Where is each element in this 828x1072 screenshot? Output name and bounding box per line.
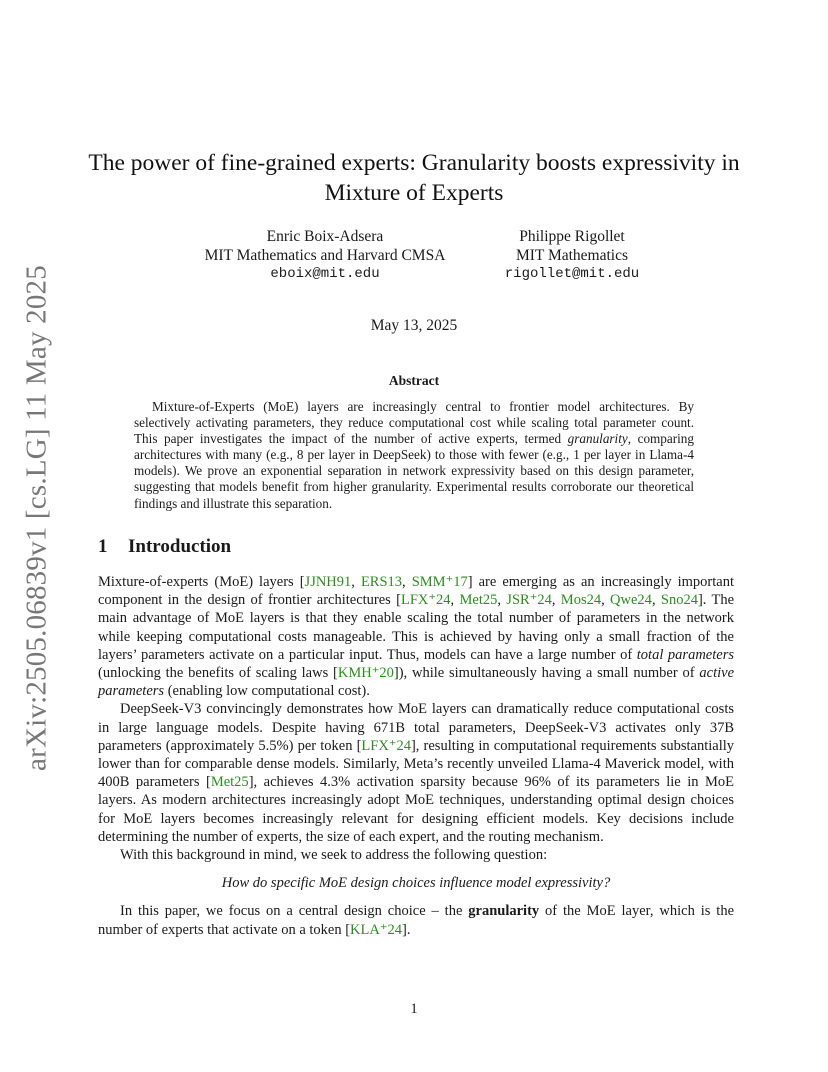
- abstract-body: Mixture-of-Experts (MoE) layers are increasingly central to frontier model architectures. By selectively activating parameters, they reduce computational cost while scaling total parameter count. This paper investigates the impact of the number of active experts, termed granularity, comparing architectures with many (e.g., 8 per layer in DeepSeek) to those with fewer (e.g., 1 per layer in Llama-4 models). We prove an exponential separation in network expressivity based on this design parameter, suggesting that models benefit from higher granularity. Experimental results corroborate our theoretical findings and illustrate this separation.: [134, 399, 694, 511]
- paper-date: May 13, 2025: [370, 317, 458, 334]
- citation-link[interactable]: Met25: [210, 774, 249, 791]
- paragraph: DeepSeek-V3 convincingly demonstrates how MoE layers can dramatically reduce computational costs in large language models. Despite having 671B total parameters, DeepSeek-V3 activates only 37B parameters (approximately 5.5%) per token [LFX⁺24], resulting in computational requirements substantially lower than for comparable dense models. Similarly, Meta’s recently unveiled Llama-4 Maverick model, with 400B parameters [Met25], achieves 4.3% activation sparsity because 96% of its parameters lie in MoE layers. As modern architectures increasingly adopt MoE techniques, understanding optimal design choices for MoE layers becomes increasingly relevant for designing efficient models. Key decisions include determining the number of experts, the size of each expert, and the routing mechanism.: [98, 701, 734, 845]
- citation-link[interactable]: KMH⁺20: [337, 665, 394, 682]
- citation-link[interactable]: KLA⁺24: [350, 921, 403, 938]
- citation-link[interactable]: Met25: [459, 592, 498, 609]
- citation-link[interactable]: Sno24: [660, 592, 698, 609]
- author-affiliation: MIT Mathematics: [515, 247, 629, 264]
- author-name: Philippe Rigollet: [519, 228, 625, 245]
- citation-link[interactable]: JJNH91: [304, 574, 352, 590]
- author-block: [180, 227, 470, 284]
- emphasis: active parameters: [98, 665, 735, 700]
- paragraph: With this background in mind, we seek to address the following question:: [120, 847, 548, 864]
- section-body: [98, 573, 734, 939]
- citation-link[interactable]: LFX⁺24: [400, 592, 451, 609]
- research-question: How do specific MoE design choices influence model expressivity?: [221, 875, 611, 892]
- citation-link[interactable]: SMM⁺17: [411, 574, 468, 590]
- author-block: [492, 227, 652, 284]
- page-number: 1: [410, 1001, 418, 1017]
- citation-link[interactable]: LFX⁺24: [361, 737, 411, 754]
- bold-term: granularity: [468, 903, 540, 920]
- paper-title: The power of fine-grained experts: Granularity boosts expressivity in Mixture of Experts: [88, 150, 740, 206]
- citation-link[interactable]: JSR⁺24: [506, 592, 552, 609]
- citation-link[interactable]: Qwe24: [610, 592, 652, 609]
- citation-link[interactable]: ERS13: [360, 574, 403, 590]
- paragraph: In this paper, we focus on a central design choice – the granularity of the MoE layer, which is the number of experts that activate on a token [KLA⁺24].: [98, 903, 734, 938]
- section-heading: [98, 536, 498, 558]
- emphasis: total parameters: [636, 646, 734, 663]
- citation-link[interactable]: Mos24: [560, 592, 602, 609]
- paragraph: Mixture-of-experts (MoE) layers [JJNH91, ERS13, SMM⁺17] are emerging as an increasingly important component in the design of frontier architectures [LFX⁺24, Met25, JSR⁺24, Mos24, Qwe24, Sno24]. The main advantage of MoE layers is that they enable scaling the total number of parameters in the network while keeping computational costs manageable. This is achieved by having only a small fraction of the layers’ parameters activate on a particular input. Thus, models can have a large number of total parameters (unlocking the benefits of scaling laws [KMH⁺20]), while simultaneously having a small number of active parameters (enabling low computational cost).: [98, 574, 735, 700]
- section-title: Introduction: [128, 536, 232, 557]
- arxiv-identifier: arXiv:2505.06839v1 [cs.LG] 11 May 2025: [20, 265, 53, 771]
- author-email[interactable]: rigollet@mit.edu: [504, 266, 640, 282]
- author-email[interactable]: eboix@mit.edu: [270, 266, 380, 282]
- section-number: 1: [98, 536, 108, 557]
- abstract-emphasis: granularity: [567, 431, 628, 447]
- abstract-heading: Abstract: [388, 373, 440, 388]
- author-affiliation: MIT Mathematics and Harvard CMSA: [204, 247, 446, 264]
- author-name: Enric Boix-Adsera: [266, 228, 384, 245]
